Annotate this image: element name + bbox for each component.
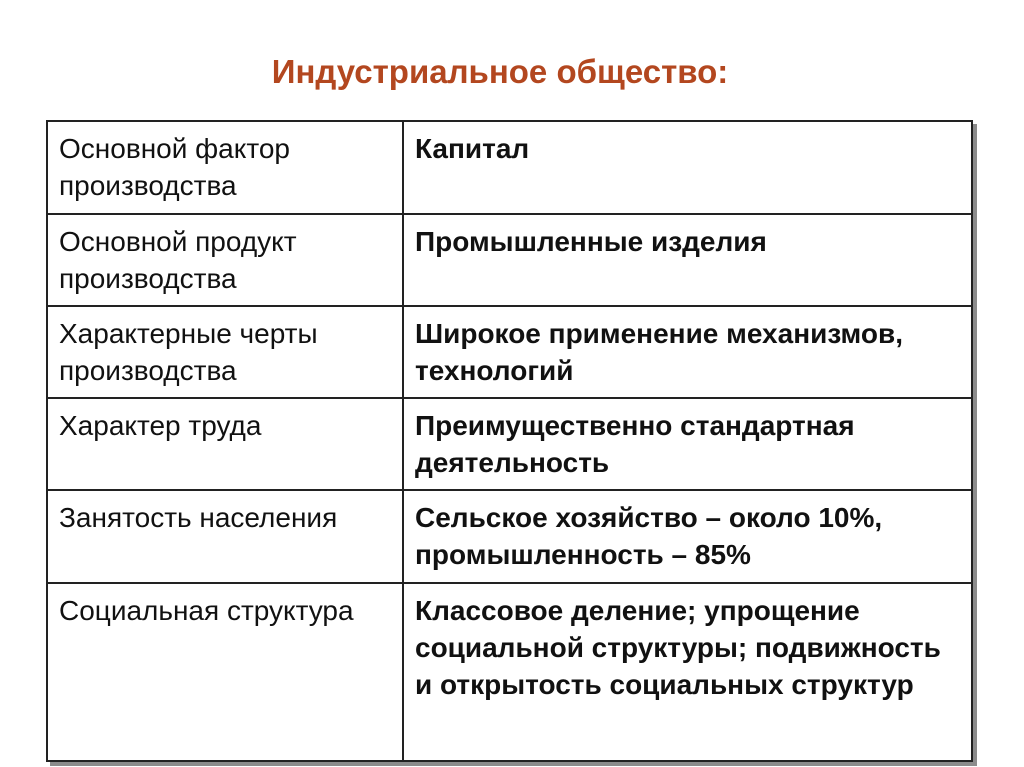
row-label: Характерные черты производства [48,307,404,399]
row-label: Характер труда [48,399,404,491]
row-value: Преимущественно стандартная деятельность [404,399,971,491]
row-label: Основной фактор производства [48,122,404,215]
row-value: Классовое деление; упрощение социальной структуры; подвижность и открытость социальных структур [415,595,941,700]
row-value: Промышленные изделия [404,215,971,307]
row-label: Социальная структура [48,584,404,760]
info-table [46,120,973,762]
row-value: Капитал [404,122,971,215]
row-value: Сельское хозяйство – около 10%, промышленность – 85% [404,491,971,584]
slide-title: Индустриальное общество: [271,53,729,90]
row-value: Широкое применение механизмов, технологий [404,307,971,399]
row-label: Основной продукт производства [48,215,404,307]
row-label: Занятость населения [48,491,404,584]
